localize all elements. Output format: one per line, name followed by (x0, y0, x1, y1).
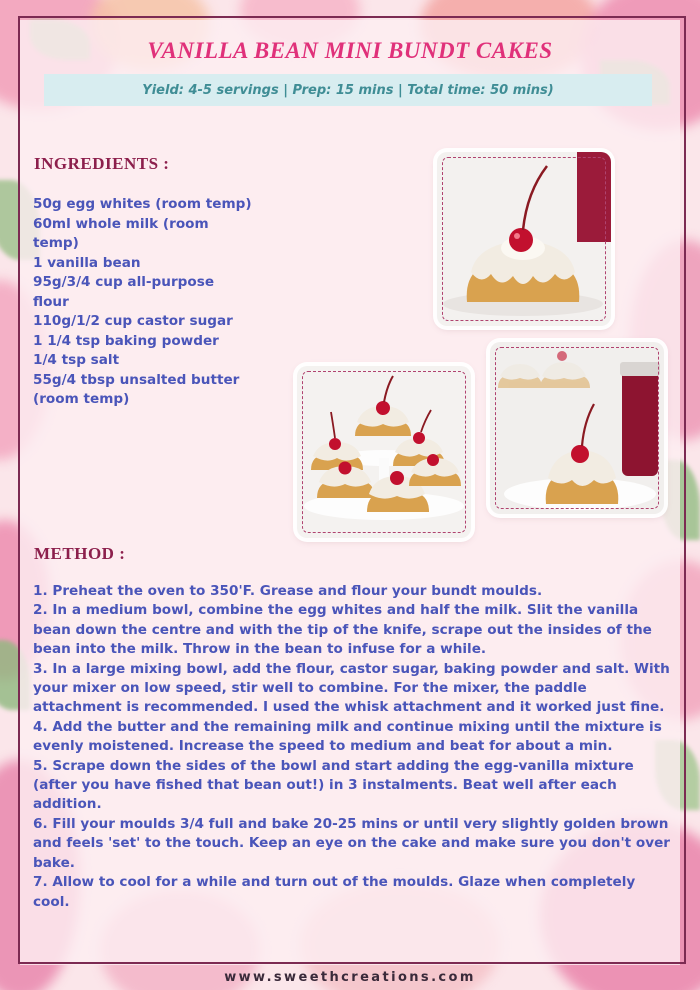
cake-photo-stand (297, 366, 471, 538)
method-heading: METHOD : (34, 544, 126, 563)
method-steps (33, 582, 673, 912)
ingredients-list (33, 195, 253, 410)
photo-border (495, 347, 659, 509)
method-step: 7. Allow to cool for a while and turn out of the moulds. Glaze when completely cool. (33, 874, 636, 910)
cake-photo-jar (490, 342, 664, 514)
recipe-title: VANILLA BEAN MINI BUNDT CAKES (147, 38, 553, 63)
photo-border (442, 157, 606, 321)
method-step: 6. Fill your moulds 3/4 full and bake 20-25 mins or until very slightly golden brown and feels 'set' to the touch. Keep an eye on the cake and make sure you don't over bake. (33, 815, 670, 871)
photo-border (302, 371, 466, 533)
ingredient-item: 110g/1/2 cup castor sugar (33, 313, 233, 329)
method-step: 4. Add the butter and the remaining milk and continue mixing until the mixture is evenly moistened. Increase the speed to medium and beat for about a min. (33, 718, 662, 755)
recipe-meta-text: Yield: 4-5 servings | Prep: 15 mins | Total time: 50 mins) (142, 82, 554, 98)
method-step: 5. Scrape down the sides of the bowl and start adding the egg-vanilla mixture (after you have fished that bean out!) in 3 instalments. Beat well after each addition. (33, 757, 634, 813)
method-step: 2. In a medium bowl, combine the egg whites and half the milk. Slit the vanilla bean down the centre and with the tip of the knife, scrape out the insides of the bean into the milk. Throw in the bean to infuse for a while. (33, 602, 652, 658)
method-step: 3. In a large mixing bowl, add the flour, castor sugar, baking powder and salt. With your mixer on low speed, stir well to combine. For the mixer, the paddle attachment is recommended. I used the whisk attachment and it worked just fine. (33, 660, 670, 716)
ingredients-heading: INGREDIENTS : (34, 154, 170, 173)
ingredient-item: 95g/3/4 cup all-purpose flour (33, 274, 215, 310)
website-link[interactable]: www.sweethcreations.com (224, 970, 476, 985)
method-step: 1. Preheat the oven to 350'F. Grease and flour your bundt moulds. (33, 583, 543, 599)
ingredient-item: 60ml whole milk (room temp) (33, 215, 209, 251)
ingredient-item: 50g egg whites (room temp) (33, 196, 252, 212)
cake-photo-single (437, 152, 611, 326)
ingredient-item: 1/4 tsp salt (33, 352, 120, 368)
recipe-meta-bar (44, 74, 652, 106)
ingredient-item: 1 vanilla bean (33, 254, 141, 271)
ingredient-item: 55g/4 tbsp unsalted butter (room temp) (33, 371, 240, 407)
ingredient-item: 1 1/4 tsp baking powder (33, 332, 219, 349)
